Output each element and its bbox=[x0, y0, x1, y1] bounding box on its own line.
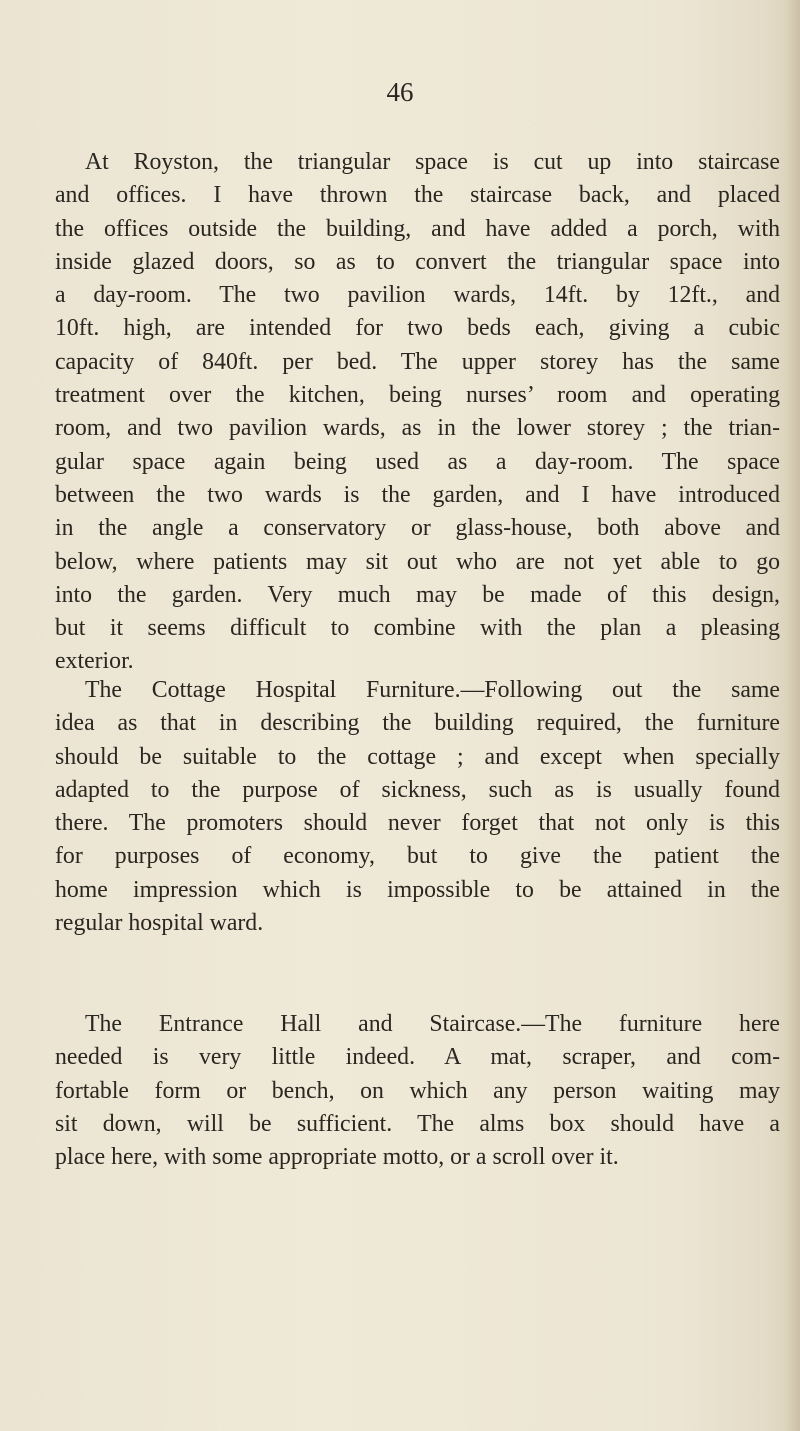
text-line: fortable form or bench, on which any person waiting may bbox=[55, 1077, 780, 1104]
text-line: The Cottage Hospital Furniture.—Following out the same bbox=[85, 677, 780, 703]
text-line: home impression which is impossible to be attained in the bbox=[55, 876, 780, 903]
text-line: The Entrance Hall and Staircase.—The furniture here bbox=[85, 1011, 780, 1037]
text-line: idea as that in describing the building required, the furniture bbox=[55, 710, 780, 737]
text-line: below, where patients may sit out who are not yet able to go bbox=[55, 548, 780, 575]
text-line: 10ft. high, are intended for two beds each, giving a cubic bbox=[55, 315, 780, 342]
text-line: adapted to the purpose of sickness, such as is usually found bbox=[55, 776, 780, 803]
text-line: exterior. bbox=[55, 648, 134, 675]
text-line: gular space again being used as a day-room. The space bbox=[55, 448, 780, 475]
text-line: but it seems difficult to combine with the plan a pleasing bbox=[55, 615, 780, 642]
text-line: place here, with some appropriate motto, or a scroll over it. bbox=[55, 1144, 619, 1171]
text-line: regular hospital ward. bbox=[55, 910, 264, 937]
text-line: and offices. I have thrown the staircase back, and placed bbox=[55, 182, 780, 209]
text-line: a day-room. The two pavilion wards, 14ft. by 12ft., and bbox=[55, 282, 780, 309]
paragraph-entrance-hall bbox=[55, 1008, 780, 1174]
text-line: At Royston, the triangular space is cut up into staircase bbox=[85, 149, 780, 175]
text-line: there. The promoters should never forget that not only is this bbox=[55, 810, 780, 837]
text-line: needed is very little indeed. A mat, scraper, and com- bbox=[55, 1044, 780, 1071]
text-line: the offices outside the building, and have added a porch, with bbox=[55, 215, 780, 242]
text-line: room, and two pavilion wards, as in the lower storey ; the trian- bbox=[55, 415, 780, 442]
text-line: into the garden. Very much may be made of this design, bbox=[55, 581, 780, 608]
text-line: sit down, will be sufficient. The alms box should have a bbox=[55, 1110, 780, 1137]
text-line: should be suitable to the cottage ; and except when specially bbox=[55, 743, 780, 770]
paragraph-cottage-hospital-furniture bbox=[55, 674, 780, 940]
text-line: capacity of 840ft. per bed. The upper storey has the same bbox=[55, 348, 780, 375]
text-line: in the angle a conservatory or glass-house, both above and bbox=[55, 515, 780, 542]
page-edge-shadow bbox=[786, 0, 800, 1431]
paragraph-royston bbox=[55, 146, 780, 679]
text-line: inside glazed doors, so as to convert the triangular space into bbox=[55, 248, 780, 275]
text-line: between the two wards is the garden, and I have introduced bbox=[55, 481, 780, 508]
text-line: for purposes of economy, but to give the patient the bbox=[55, 843, 780, 870]
text-line: treatment over the kitchen, being nurses’ room and operating bbox=[55, 382, 780, 409]
page-number: 46 bbox=[386, 77, 414, 107]
